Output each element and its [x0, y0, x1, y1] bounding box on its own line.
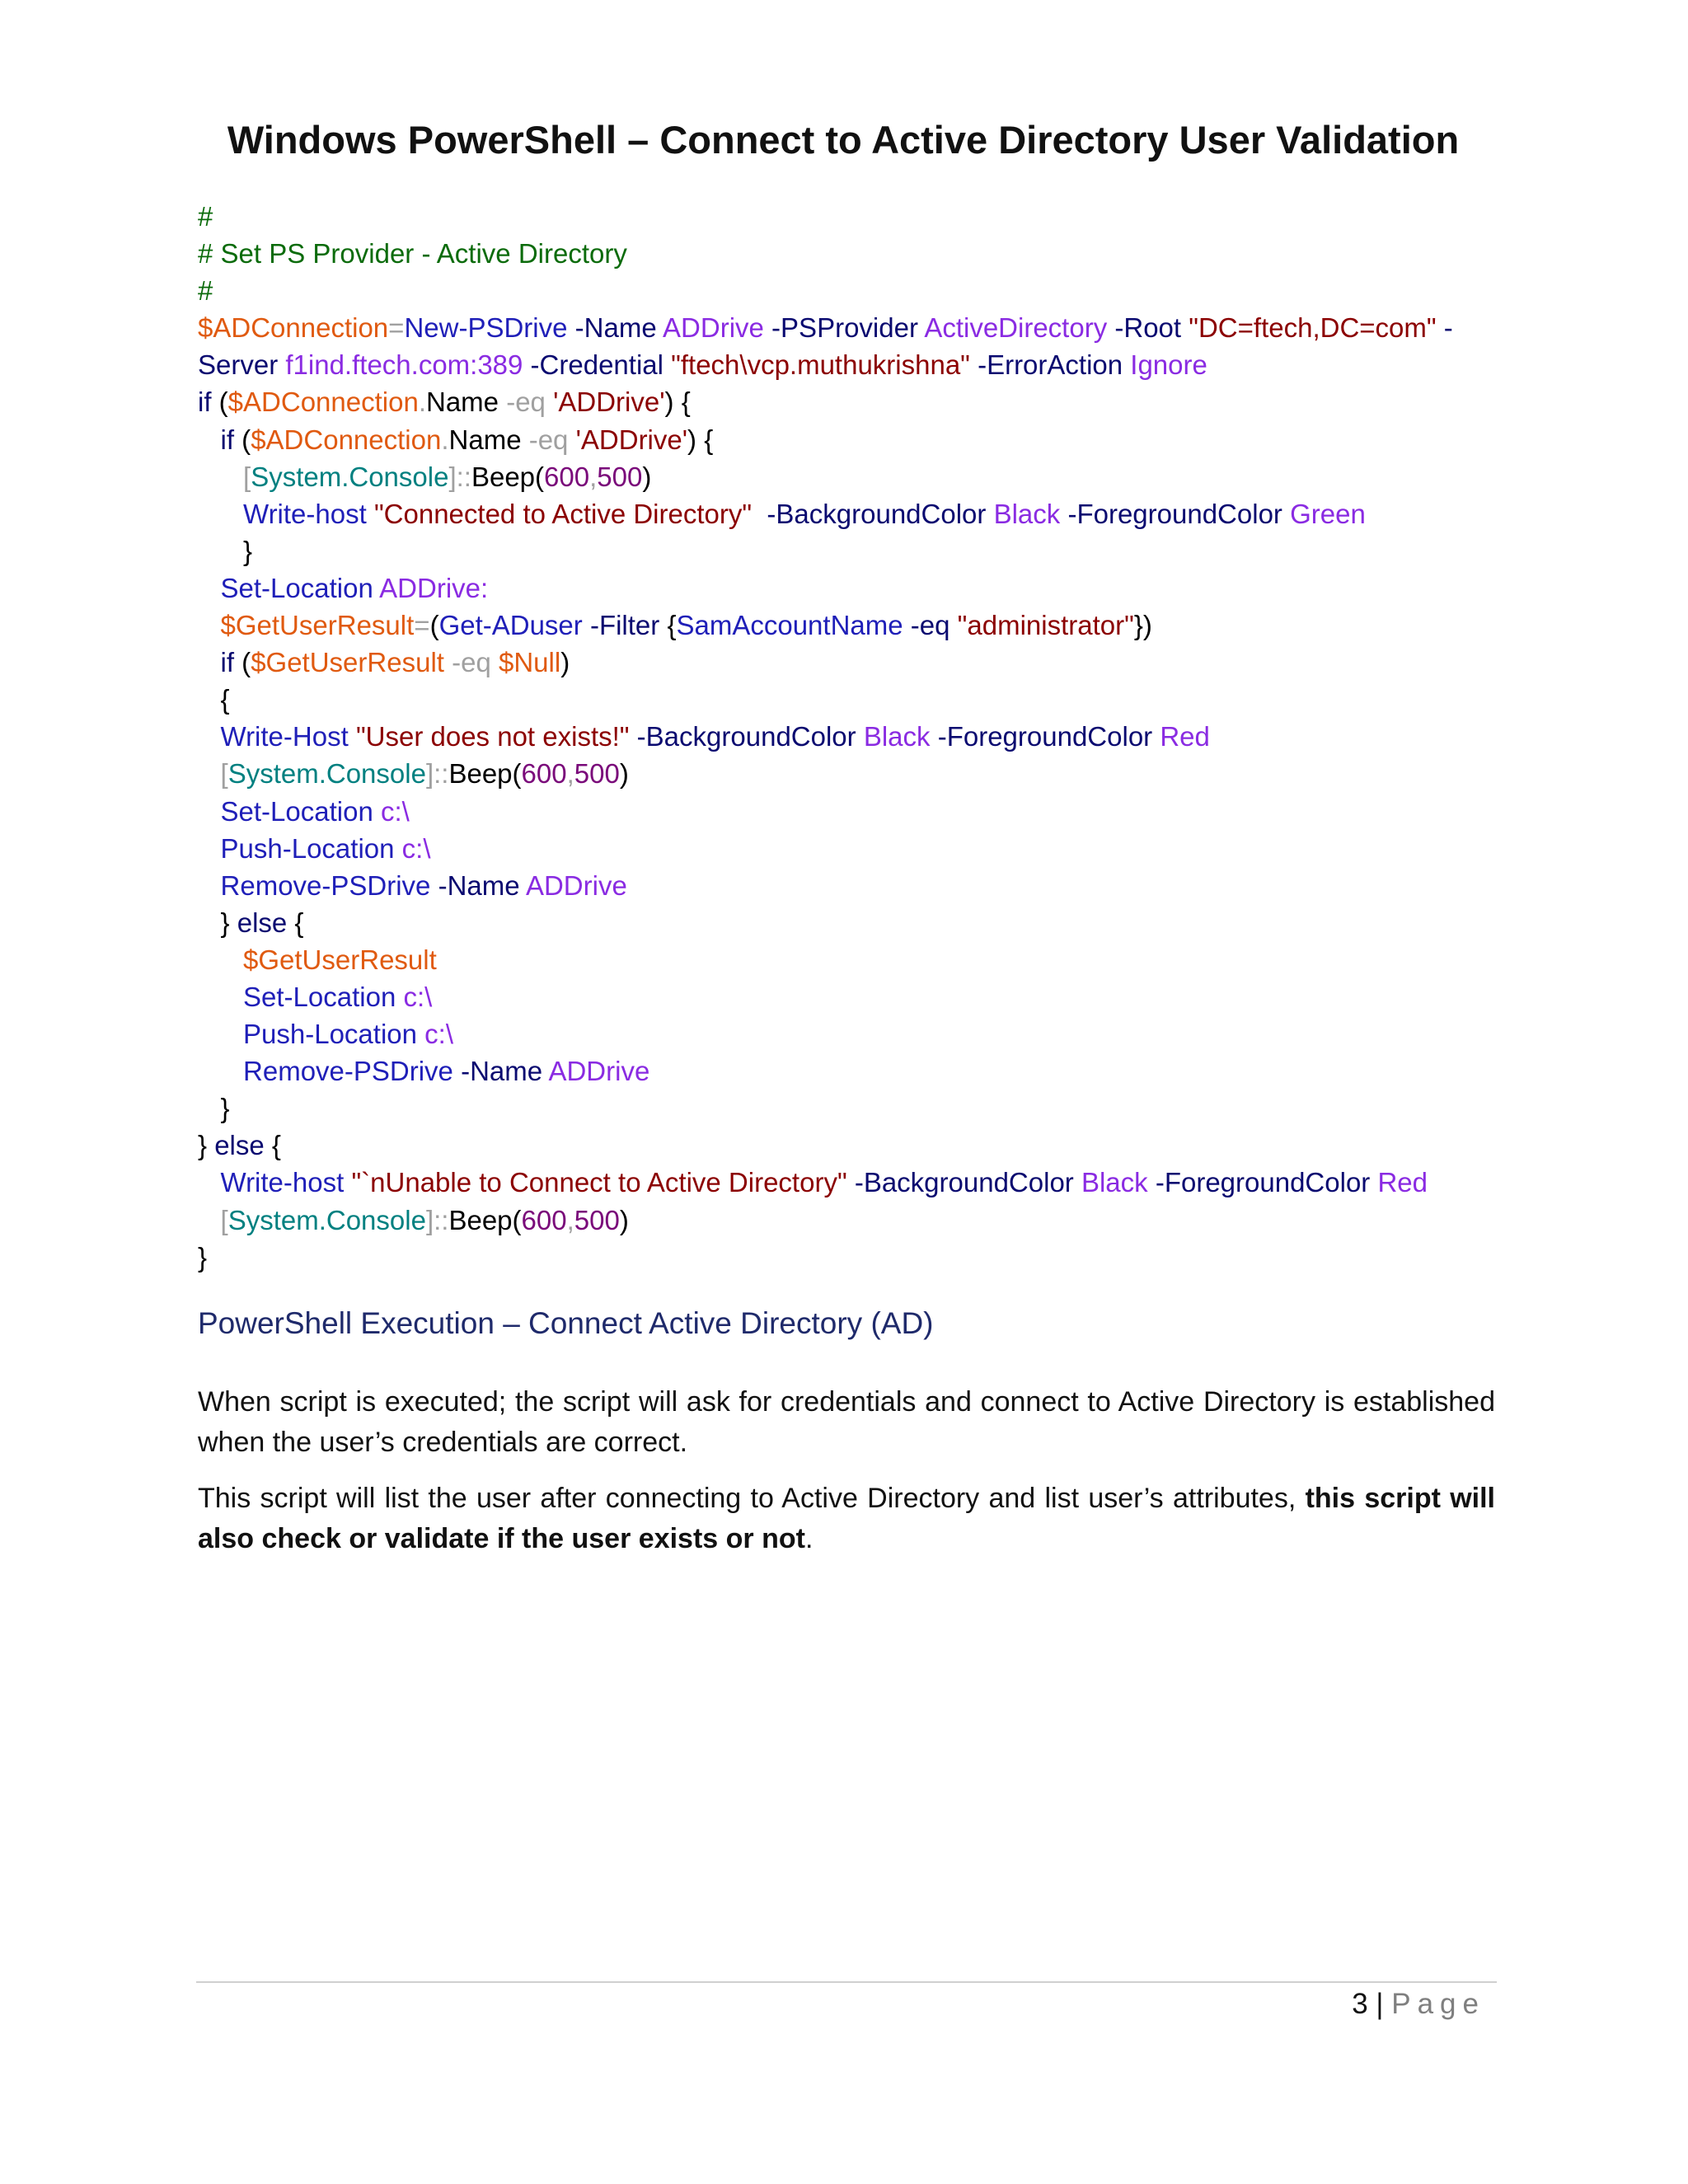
section-heading: PowerShell Execution – Connect Active Directory (AD) [198, 1306, 934, 1340]
code-line [198, 198, 1517, 235]
code-token-cmdlet: Get-ADuser [438, 610, 583, 641]
code-token-number: 600 [544, 461, 590, 492]
code-token-argument: Black [863, 721, 931, 752]
code-token-string: "Connected to Active Directory" [373, 498, 753, 529]
footer-divider [196, 1981, 1497, 1983]
code-token-cmdlet: Write-host [243, 498, 367, 529]
code-line [198, 458, 1517, 495]
code-token-operator: , [589, 461, 598, 492]
code-line [198, 346, 1517, 383]
code-token-number: 500 [574, 1204, 620, 1235]
code-line [198, 644, 1517, 681]
code-token-type: System.Console [227, 758, 426, 790]
code-token-plain: Beep( [448, 758, 522, 790]
code-token-plain: { [220, 684, 230, 715]
code-token-plain [349, 721, 356, 752]
code-token-argument: Red [1160, 721, 1210, 752]
code-token-type: System.Console [251, 461, 449, 492]
code-token-parameter: else [214, 1130, 265, 1161]
code-token-plain: ( [429, 610, 439, 641]
code-token-plain: } [243, 535, 253, 566]
code-token-plain [367, 499, 374, 529]
code-token-variable: $GetUserResult [251, 647, 444, 678]
code-token-parameter: -BackgroundColor [629, 721, 864, 752]
code-line [198, 421, 1517, 458]
code-token-argument: c:\ [417, 1019, 454, 1050]
code-token-cmdlet: New-PSDrive [404, 312, 568, 344]
code-token-plain [546, 387, 553, 417]
code-indent [198, 647, 221, 677]
code-token-cmdlet: Set-Location [220, 572, 373, 603]
code-token-string: 'ADDrive' [575, 424, 688, 455]
code-token-operator: [ [243, 461, 251, 492]
code-token-parameter: -PSProvider [763, 312, 925, 344]
code-token-parameter: -BackgroundColor [752, 498, 994, 529]
code-token-variable: $GetUserResult [243, 944, 437, 975]
code-token-plain [568, 424, 575, 455]
code-line [198, 309, 1517, 346]
code-token-parameter: -ForegroundColor [1060, 498, 1291, 529]
paragraph-validation-text: This script will list the user after connecting to Active Directory and list user’s attributes, [198, 1483, 1306, 1514]
code-token-plain: ) { [687, 424, 714, 455]
code-token-plain: { [264, 1130, 281, 1161]
code-token-comment: # [198, 275, 213, 307]
code-token-string: "`nUnable to Connect to Active Directory" [351, 1167, 847, 1198]
code-token-plain: } [220, 1093, 230, 1124]
page-number: 3 [1352, 1988, 1368, 2020]
code-line [198, 1164, 1517, 1201]
code-line [198, 978, 1517, 1015]
code-token-string: "DC=ftech,DC=com" [1189, 312, 1437, 344]
code-token-parameter: -BackgroundColor [846, 1167, 1081, 1198]
code-token-plain: ) [619, 758, 629, 790]
code-line [198, 1127, 1517, 1164]
code-line [198, 1202, 1517, 1239]
code-token-parameter: -Filter [582, 610, 668, 641]
code-token-plain: { [667, 610, 677, 641]
code-token-parameter: -ForegroundColor [930, 721, 1160, 752]
code-line [198, 272, 1517, 309]
code-token-parameter: -Credential [523, 349, 672, 381]
code-token-operator: = [388, 312, 405, 344]
code-token-string: "administrator" [957, 610, 1134, 641]
code-token-plain: Name [448, 424, 529, 455]
code-token-cmdlet: Push-Location [243, 1019, 417, 1050]
code-line [198, 1239, 1517, 1276]
code-indent [198, 610, 221, 640]
code-indent [198, 870, 221, 901]
code-line [198, 718, 1517, 755]
code-token-argument: c:\ [396, 981, 433, 1012]
code-indent [198, 758, 221, 789]
code-token-string: "User does not exists!" [355, 721, 630, 752]
code-token-plain: Beep( [448, 1204, 522, 1235]
code-token-plain: } [198, 1241, 208, 1272]
code-token-operator: -eq [506, 387, 546, 418]
code-token-plain: ( [234, 647, 251, 678]
code-token-parameter: if [220, 424, 235, 455]
code-indent [198, 833, 221, 864]
code-token-operator: ]:: [448, 461, 471, 492]
code-token-string: "ftech\vcp.muthukrishna" [671, 349, 970, 381]
code-token-parameter: -Root [1107, 312, 1189, 344]
code-token-operator: [ [220, 758, 228, 790]
code-token-argument: c:\ [394, 832, 431, 864]
code-token-plain: ) { [664, 387, 691, 418]
code-token-plain: ) [642, 461, 652, 492]
page-label: Page [1391, 1988, 1485, 2020]
code-token-plain: Beep( [471, 461, 545, 492]
code-indent [198, 907, 221, 938]
page-separator: | [1367, 1988, 1392, 2020]
code-token-plain: }) [1133, 610, 1152, 641]
code-token-cmdlet: Write-host [220, 1167, 345, 1198]
code-token-operator: ]:: [425, 1204, 449, 1235]
code-token-argument: Ignore [1130, 349, 1207, 381]
paragraph-validation [198, 1479, 1495, 1559]
code-token-comment: # Set PS Provider - Active Directory [198, 238, 627, 269]
code-line [198, 569, 1517, 607]
code-line [198, 532, 1517, 569]
code-indent [198, 721, 221, 752]
code-line [198, 607, 1517, 644]
code-token-operator: [ [220, 1204, 228, 1235]
code-token-cmdlet: Set-Location [243, 981, 396, 1012]
code-token-cmdlet: Remove-PSDrive [220, 869, 431, 901]
code-token-parameter: -Name [452, 1056, 549, 1087]
code-line [198, 793, 1517, 830]
code-token-parameter: Server [198, 349, 286, 381]
code-indent [198, 499, 243, 529]
code-token-number: 500 [597, 461, 643, 492]
code-line [198, 495, 1517, 532]
code-token-cmdlet: Push-Location [220, 832, 395, 864]
code-token-number: 600 [521, 758, 567, 790]
code-token-cmdlet: Write-Host [220, 721, 349, 752]
code-token-cmdlet: SamAccountName [676, 610, 903, 641]
code-token-type: System.Console [227, 1204, 426, 1235]
code-indent [198, 982, 243, 1012]
code-token-parameter: if [198, 387, 212, 418]
document-title: Windows PowerShell – Connect to Active Directory User Validation [227, 118, 1460, 162]
code-indent [198, 1205, 221, 1235]
code-token-plain: } [198, 1130, 215, 1161]
code-token-operator: = [414, 610, 430, 641]
code-token-operator: , [566, 1204, 574, 1235]
code-token-argument: f1ind.ftech.com:389 [285, 349, 523, 381]
code-token-plain: Name [426, 387, 507, 418]
code-token-variable: $ADConnection [251, 424, 442, 455]
code-token-argument: c:\ [373, 795, 410, 827]
code-token-plain: ) [619, 1204, 629, 1235]
code-token-comment: # [198, 201, 213, 232]
code-indent [198, 424, 221, 455]
paragraph-validation-bold: this script will also check or validate if the user exists or not [198, 1483, 1495, 1554]
code-token-argument: Black [1081, 1167, 1148, 1198]
code-indent [198, 796, 221, 827]
code-token-number: 600 [521, 1204, 567, 1235]
code-token-parameter: else [237, 907, 288, 938]
code-token-parameter: -eq [903, 610, 958, 641]
code-token-parameter: -ErrorAction [969, 349, 1131, 381]
code-token-operator: , [566, 758, 574, 790]
code-line [198, 383, 1517, 420]
code-indent [198, 573, 221, 603]
code-token-argument: Green [1290, 498, 1366, 529]
code-token-parameter: - [1436, 312, 1453, 344]
code-line [198, 1090, 1517, 1127]
paragraph-validation-end: . [804, 1523, 814, 1554]
code-token-cmdlet: Set-Location [220, 795, 373, 827]
code-token-plain: ( [234, 424, 251, 455]
code-token-argument: ADDrive [548, 1056, 650, 1087]
code-token-argument: ActiveDirectory [924, 312, 1108, 344]
code-line [198, 681, 1517, 718]
code-token-plain: { [287, 907, 304, 938]
code-indent [198, 684, 221, 715]
code-token-parameter: -ForegroundColor [1147, 1167, 1378, 1198]
code-line [198, 1052, 1517, 1090]
code-token-variable: $ADConnection [227, 387, 419, 418]
code-token-plain: } [220, 907, 237, 938]
code-token-variable: $Null [499, 647, 561, 678]
code-token-number: 500 [574, 758, 620, 790]
code-token-cmdlet: Remove-PSDrive [243, 1056, 453, 1087]
code-token-operator: . [441, 424, 449, 455]
code-line [198, 830, 1517, 867]
code-token-variable: $GetUserResult [220, 610, 415, 641]
code-token-parameter: -Name [430, 869, 526, 901]
code-token-operator: -eq [528, 424, 569, 455]
code-token-argument: Black [993, 498, 1061, 529]
code-token-argument: ADDrive [663, 312, 764, 344]
code-line [198, 867, 1517, 904]
code-line [198, 755, 1517, 792]
code-token-operator: ]:: [425, 758, 449, 790]
code-indent [198, 944, 243, 975]
code-token-string: 'ADDrive' [553, 387, 665, 418]
code-token-variable: $ADConnection [198, 312, 389, 344]
code-indent [198, 1167, 221, 1197]
code-line [198, 904, 1517, 941]
code-token-parameter: -Name [567, 312, 663, 344]
code-token-operator: -eq [443, 647, 499, 678]
code-indent [198, 1019, 243, 1049]
page-footer [1352, 1988, 1485, 2021]
code-token-plain: ) [560, 647, 570, 678]
code-indent [198, 462, 243, 492]
code-indent [198, 1093, 221, 1123]
code-block [198, 198, 1517, 1276]
code-token-argument: ADDrive [525, 869, 627, 901]
code-token-argument: ADDrive: [373, 572, 489, 603]
paragraph-execution: When script is executed; the script will ask for credentials and connect to Active Directory is established when the user’s credentials are correct. [198, 1386, 1495, 1458]
code-indent [198, 536, 243, 566]
code-token-plain: ( [211, 387, 228, 418]
code-token-argument: Red [1377, 1167, 1428, 1198]
code-line [198, 235, 1517, 272]
code-line [198, 941, 1517, 978]
code-indent [198, 1056, 243, 1086]
code-token-operator: . [418, 387, 426, 418]
code-token-parameter: if [220, 647, 235, 678]
code-line [198, 1015, 1517, 1052]
